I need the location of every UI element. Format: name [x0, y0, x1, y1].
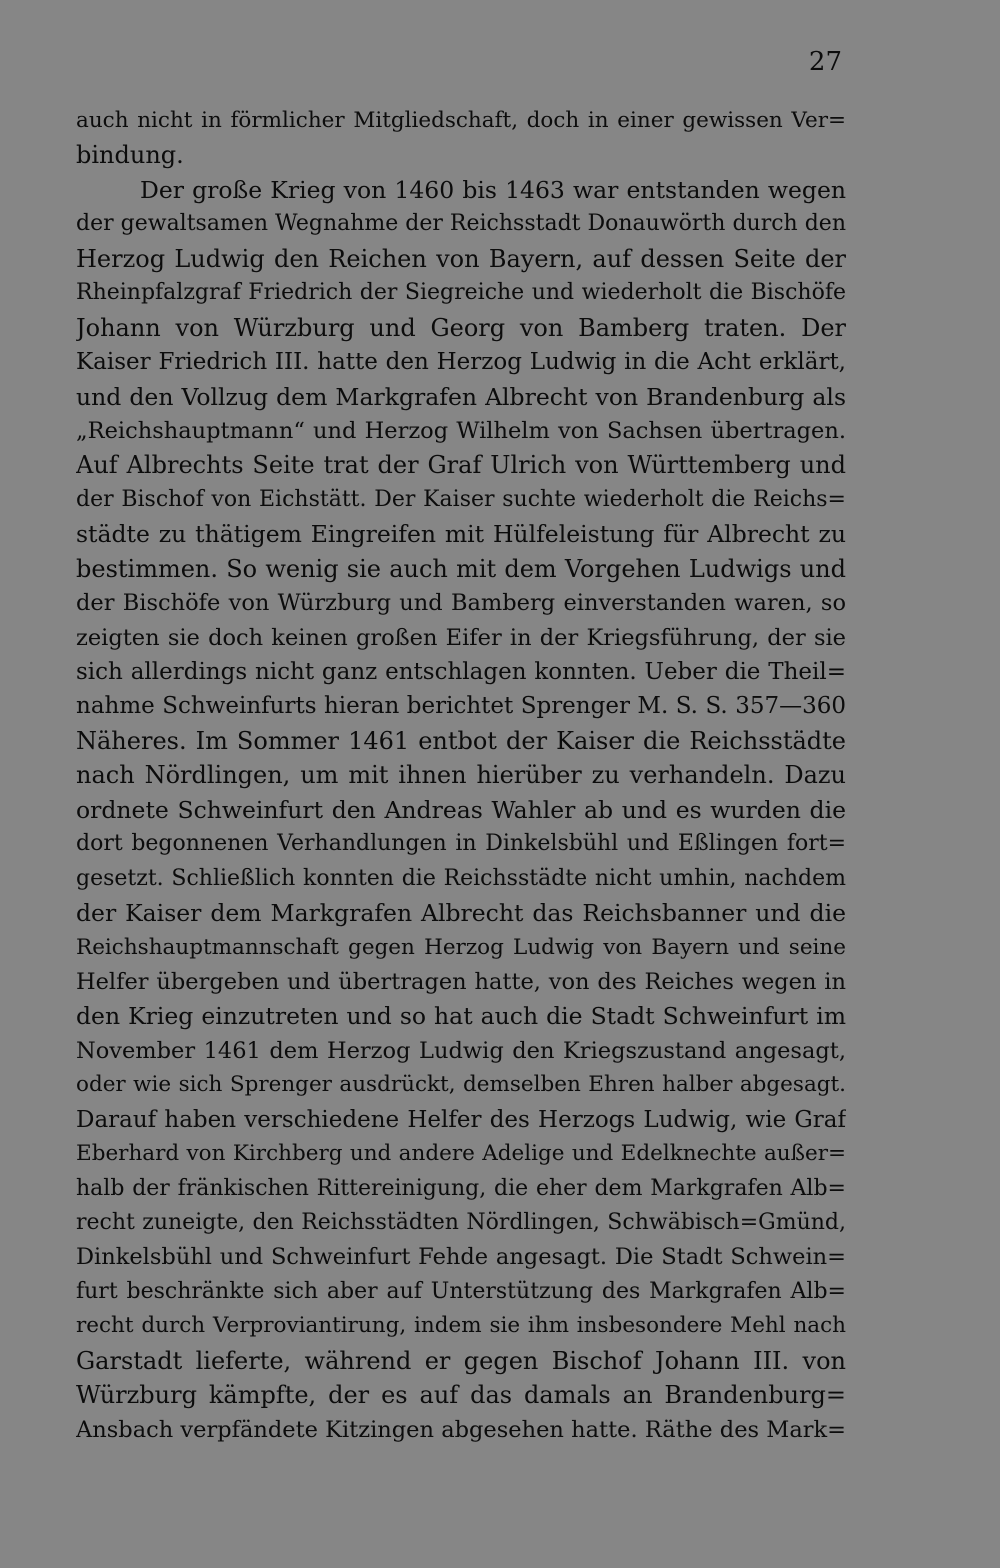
text-line: Der große Krieg von 1460 bis 1463 war entstanden wegen	[140, 175, 846, 204]
text-line: Eberhard von Kirchberg und andere Adelige und Edelknechte außer=	[76, 1141, 846, 1167]
text-line: der Bischöfe von Würzburg und Bamberg einverstanden waren, so	[76, 590, 846, 617]
text-line: November 1461 dem Herzog Ludwig den Kriegszustand angesagt,	[76, 1037, 846, 1064]
text-line: recht durch Verproviantirung, indem sie ihm insbesondere Mehl nach	[76, 1313, 846, 1339]
text-line: oder wie sich Sprenger ausdrückt, demselben Ehren halber abgesagt.	[76, 1072, 846, 1098]
text-line: dort begonnenen Verhandlungen in Dinkelsbühl und Eßlingen fort=	[76, 831, 846, 857]
text-line: der Kaiser dem Markgrafen Albrecht das Reichsbanner und die	[76, 899, 846, 928]
text-line: auch nicht in förmlicher Mitgliedschaft, doch in einer gewissen Ver=	[76, 108, 846, 133]
text-line: städte zu thätigem Eingreifen mit Hülfeleistung für Albrecht zu	[76, 520, 846, 549]
text-line: Dinkelsbühl und Schweinfurt Fehde angesagt. Die Stadt Schwein=	[76, 1244, 846, 1271]
text-line: den Krieg einzutreten und so hat auch die Stadt Schweinfurt im	[76, 1002, 846, 1031]
text-line: Herzog Ludwig den Reichen von Bayern, auf dessen Seite der	[76, 244, 846, 273]
text-line: Ansbach verpfändete Kitzingen abgesehen hatte. Räthe des Mark=	[76, 1416, 846, 1443]
text-line: bindung.	[76, 141, 184, 170]
text-line: Helfer übergeben und übertragen hatte, von des Reiches wegen in	[76, 968, 846, 995]
text-line: Darauf haben verschiedene Helfer des Herzogs Ludwig, wie Graf	[76, 1106, 846, 1133]
text-line: Würzburg kämpfte, der es auf das damals an Brandenburg=	[76, 1381, 846, 1410]
text-line: Garstadt lieferte, während er gegen Bischof Johann III. von	[76, 1346, 846, 1375]
text-line: bestimmen. So wenig sie auch mit dem Vorgehen Ludwigs und	[76, 554, 846, 583]
text-line: Näheres. Im Sommer 1461 entbot der Kaiser die Reichsstädte	[76, 726, 846, 755]
text-line: nach Nördlingen, um mit ihnen hierüber zu verhandeln. Dazu	[76, 761, 846, 790]
text-line: Reichshauptmannschaft gegen Herzog Ludwig von Bayern und seine	[76, 934, 846, 960]
text-line: furt beschränkte sich aber auf Unterstützung des Markgrafen Alb=	[76, 1278, 846, 1304]
body-text	[76, 104, 846, 1447]
text-line: sich allerdings nicht ganz entschlagen konnten. Ueber die Theil=	[76, 659, 846, 685]
text-line: Johann von Würzburg und Georg von Bamberg traten. Der	[76, 313, 846, 342]
text-line: Rheinpfalzgraf Friedrich der Siegreiche und wiederholt die Bischöfe	[76, 280, 846, 306]
text-line: ordnete Schweinfurt den Andreas Wahler ab und es wurden die	[76, 795, 846, 824]
text-line: zeigten sie doch keinen großen Eifer in der Kriegsführung, der sie	[76, 624, 846, 651]
text-line: der Bischof von Eichstätt. Der Kaiser suchte wiederholt die Reichs=	[76, 486, 846, 512]
text-line: Kaiser Friedrich III. hatte den Herzog Ludwig in die Acht erklärt,	[76, 349, 846, 376]
text-line: gesetzt. Schließlich konnten die Reichsstädte nicht umhin, nachdem	[76, 865, 846, 891]
page-number: 27	[808, 47, 842, 77]
text-line: recht zuneigte, den Reichsstädten Nördlingen, Schwäbisch=Gmünd,	[76, 1210, 846, 1235]
text-line: halb der fränkischen Rittereinigung, die eher dem Markgrafen Alb=	[76, 1175, 846, 1201]
text-line: „Reichshauptmann“ und Herzog Wilhelm von Sachsen übertragen.	[76, 417, 846, 444]
text-line: der gewaltsamen Wegnahme der Reichsstadt Donauwörth durch den	[76, 211, 846, 237]
text-line: Auf Albrechts Seite trat der Graf Ulrich von Württemberg und	[76, 451, 846, 480]
text-line: und den Vollzug dem Markgrafen Albrecht von Brandenburg als	[76, 382, 846, 411]
text-line: nahme Schweinfurts hieran berichtet Sprenger M. S. S. 357—360	[76, 693, 846, 720]
